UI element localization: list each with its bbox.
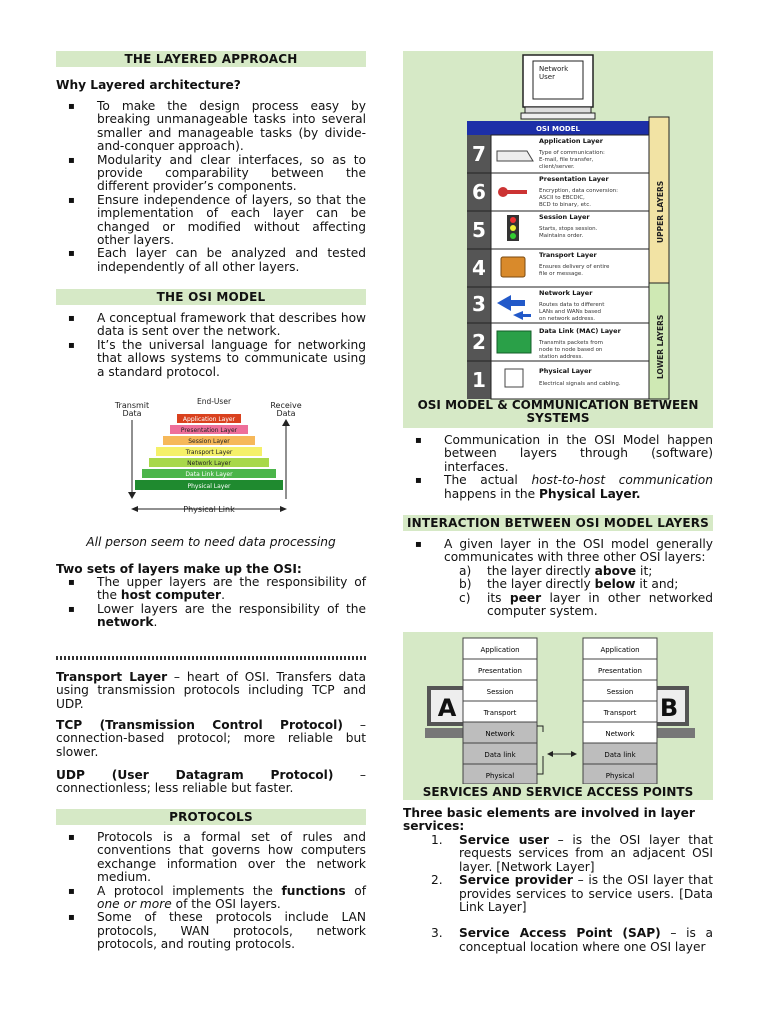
transport-paragraph: Transport Layer – heart of OSI. Transfers data using transmission protocols including TCP and UDP. [56,670,366,711]
list-item: ▪ The upper layers are the responsibility of the host computer. [56,576,366,603]
protocols-list [56,831,366,952]
suitcase-icon [501,257,525,277]
svg-text:Electrical signals and cabling: Electrical signals and cabling. [539,381,621,387]
svg-text:A: A [437,694,457,722]
folder-icon [497,151,533,161]
svg-text:6: 6 [472,180,486,204]
svg-text:Session: Session [606,688,634,696]
svg-text:UPPER LAYERS: UPPER LAYERS [656,180,665,243]
svg-text:User: User [539,73,555,81]
svg-text:Transport: Transport [483,709,517,717]
svg-text:5: 5 [472,218,486,242]
svg-text:station address.: station address. [539,354,584,360]
svg-text:LOWER LAYERS: LOWER LAYERS [656,314,665,379]
list-item: ▪ Lower layers are the responsibility of the network. [56,603,366,630]
pyramid-caption: All person seem to need data processing [86,535,336,549]
pyramid-layer-label: Presentation Layer [180,427,238,434]
svg-text:Presentation: Presentation [478,667,522,675]
list-item: ▪ A protocol implements the functions of one or more of the OSI layers. [56,885,366,912]
svg-text:Presentation Layer: Presentation Layer [539,175,609,183]
svg-text:Transport Layer: Transport Layer [539,251,597,259]
svg-text:B: B [659,694,679,722]
communication-list [403,434,713,501]
network-card-icon [497,331,531,353]
list-item: ▪ Each layer can be analyzed and tested independently of all other layers. [56,247,366,274]
svg-text:Physical Layer: Physical Layer [539,367,592,375]
svg-text:Maintains order.: Maintains order. [539,233,584,239]
svg-text:Network: Network [485,730,515,738]
transmit-data-label: Data [122,409,142,418]
svg-text:client/server.: client/server. [539,164,575,170]
svg-text:7: 7 [472,142,486,166]
services-figure [403,632,713,784]
svg-text:on network address.: on network address. [539,316,596,322]
two-sets-list [56,576,366,630]
list-item: ▪ Protocols is a formal set of rules and conventions that governs how computers exchange information over the network medium. [56,831,366,885]
two-sets-title: Two sets of layers make up the OSI: [56,562,302,576]
list-item: c) its peer layer in other networked computer system. [459,590,714,619]
transmit-label: Transmit [114,401,150,410]
svg-text:Physical: Physical [485,772,515,780]
list-item: ▪ Ensure independence of layers, so that the implementation of each layer can be changed or modified without affecting other layers. [56,194,366,248]
list-item: ▪ Modularity and clear interfaces, so as to provide comparability between the different provider’s components. [56,154,366,194]
svg-text:Encryption, data conversion:: Encryption, data conversion: [539,188,619,194]
list-item: ▪ A given layer in the OSI model generally communicates with three other OSI layers: [403,538,713,565]
svg-text:2: 2 [472,330,486,354]
svg-text:4: 4 [472,256,486,280]
svg-text:Data link: Data link [484,751,516,759]
svg-text:Data link: Data link [604,751,636,759]
list-item: ▪ It’s the universal language for networking that allows systems to communicate using a standard protocol. [56,339,366,379]
tcp-paragraph: TCP (Transmission Control Protocol) – connection-based protocol; more reliable but slower. [56,718,366,759]
svg-text:Routes data to different: Routes data to different [539,302,605,308]
svg-text:Presentation: Presentation [598,667,642,675]
svg-text:ASCII to EBCDIC,: ASCII to EBCDIC, [539,195,585,201]
svg-text:Type of communication:: Type of communication: [539,150,605,156]
svg-text:Network: Network [539,65,569,73]
svg-text:Network: Network [605,730,635,738]
list-item: ▪ Communication in the OSI Model happen between layers through (software) interfaces. [403,434,713,474]
interaction-sublist [403,565,713,619]
pyramid-layer-label: Application Layer [182,416,236,423]
physical-link-label: Physical Link [183,505,235,514]
svg-text:E-mail, file transfer,: E-mail, file transfer, [539,157,594,163]
list-item: ▪ The actual host-to-host communication happens in the Physical Layer. [403,474,713,501]
osi-figure-caption: OSI MODEL & COMMUNICATION BETWEEN SYSTEMS [417,398,699,425]
list-item: 1. Service user – is the OSI layer that requests services from an adjacent OSI layer. [Network Layer] [431,833,714,874]
list-item: ▪ Some of these protocols include LAN protocols, WAN protocols, network protocols, and routing protocols. [56,911,366,951]
key-icon [498,187,508,197]
svg-text:Data Link (MAC) Layer: Data Link (MAC) Layer [539,327,621,335]
svg-text:Session: Session [486,688,514,696]
svg-text:Network Layer: Network Layer [539,289,593,297]
svg-text:Ensures delivery of entire: Ensures delivery of entire [539,264,610,270]
svg-text:Application Layer: Application Layer [539,137,603,145]
pyramid-layer-label: Physical Layer [187,483,231,490]
osi-model-list [56,312,366,379]
list-item: b) the layer directly below it and; [459,577,679,592]
pyramid-layer-label: Network Layer [187,460,231,467]
end-user-label: End-User [196,397,232,406]
pyramid-layer-label: Transport Layer [185,449,233,456]
receive-label: Receive [270,401,302,410]
svg-text:OSI MODEL: OSI MODEL [535,125,581,133]
receive-data-label: Data [276,409,296,418]
three-elements-title: Three basic elements are involved in layer services: [403,806,695,834]
three-elements-list [403,834,713,954]
stack-b [583,638,657,784]
why-layered-list [56,100,366,274]
svg-text:3: 3 [472,292,486,316]
osi-model-header: THE OSI MODEL [56,289,366,305]
list-item: a) the layer directly above it; [459,564,653,578]
svg-text:Application: Application [480,646,520,654]
svg-text:Transmits packets from: Transmits packets from [539,340,604,346]
svg-text:BCD to binary, etc.: BCD to binary, etc. [539,202,591,208]
stack-a [463,638,537,784]
section-divider [56,656,366,660]
udp-paragraph: UDP (User Datagram Protocol) – connectionless; less reliable but faster. [56,768,366,796]
pyramid-layer-label: Session Layer [188,438,230,445]
cable-plug-icon [505,369,523,387]
svg-text:Application: Application [600,646,640,654]
svg-text:Transport: Transport [603,709,637,717]
sap-figure-caption: SERVICES AND SERVICE ACCESS POINTS [422,785,694,799]
list-item: ▪ A conceptual framework that describes how data is sent over the network. [56,312,366,339]
interaction-header: INTERACTION BETWEEN OSI MODEL LAYERS [403,515,713,531]
svg-text:node to node based on: node to node based on [539,347,603,353]
why-layered-title: Why Layered architecture? [56,78,241,92]
svg-text:Session Layer: Session Layer [539,213,590,221]
svg-text:Starts, stops session.: Starts, stops session. [539,226,598,232]
list-item: 2. Service provider – is the OSI layer that provides services to service users. [Data Link Layer] [431,873,714,915]
svg-text:LANs and WANs based: LANs and WANs based [539,309,602,315]
protocols-header: PROTOCOLS [56,809,366,825]
pyramid-layer-label: Data Link Layer [185,471,233,478]
list-item: 3. Service Access Point (SAP) – is a conceptual location where one OSI layer [431,926,713,954]
svg-text:file or message.: file or message. [539,271,583,277]
svg-text:1: 1 [472,368,486,392]
osi-pyramid-diagram [64,388,364,522]
layered-approach-header: THE LAYERED APPROACH [56,51,366,67]
interaction-list [403,538,713,565]
list-item: ▪ To make the design process easy by breaking unmanageable tasks into several smaller and manageable tasks (by divide-and-conquer approach). [56,100,366,154]
svg-text:Physical: Physical [605,772,635,780]
osi-model-figure [403,51,713,401]
